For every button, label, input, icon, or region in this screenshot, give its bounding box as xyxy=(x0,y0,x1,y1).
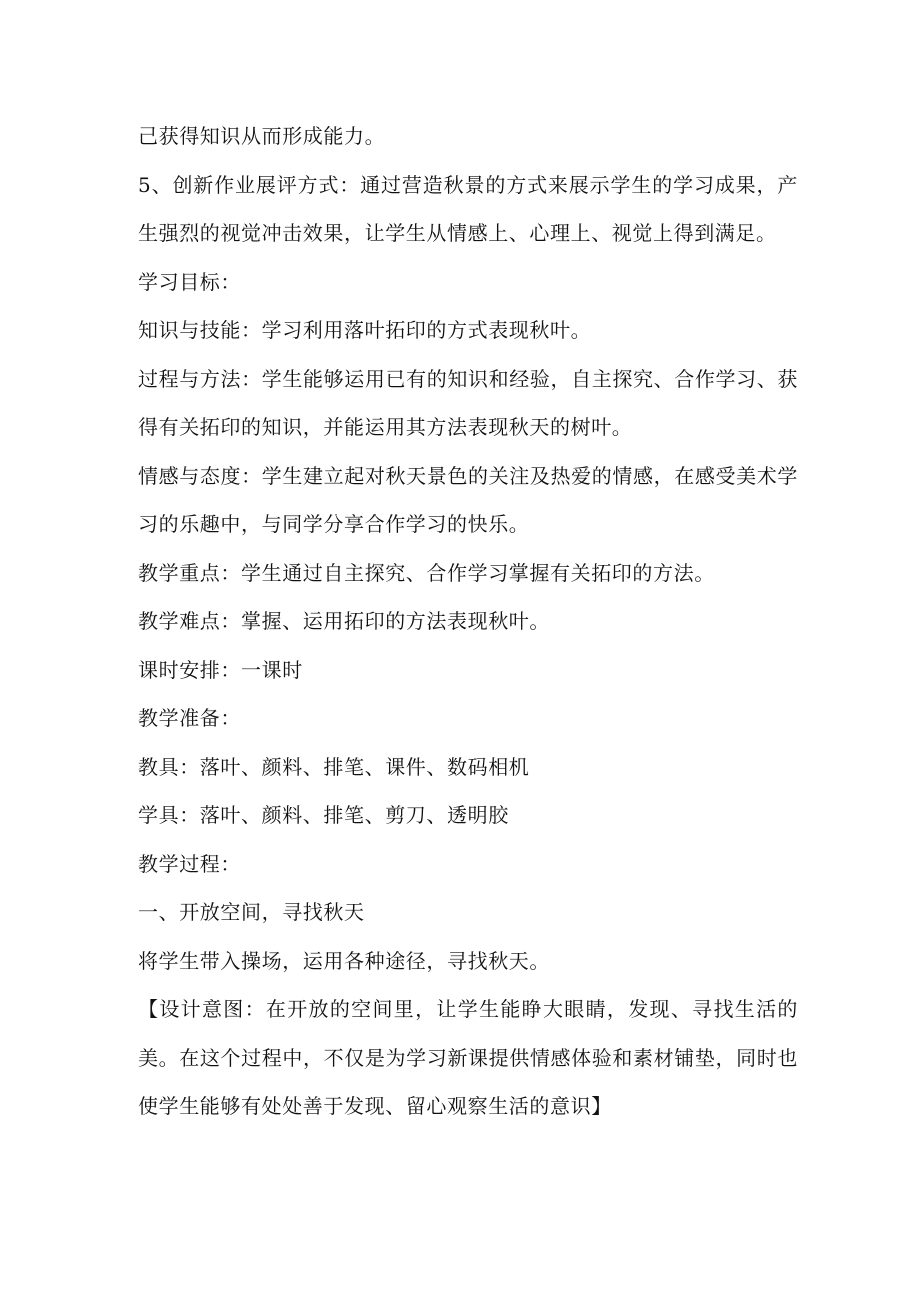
teaching-difficulty: 教学难点：掌握、运用拓印的方法表现秋叶。 xyxy=(138,609,550,633)
heading-teaching-prep: 教学准备： xyxy=(138,706,241,730)
section-one-activity: 将学生带入操场，运用各种途径，寻找秋天。 xyxy=(138,948,550,973)
heading-learning-goals: 学习目标： xyxy=(138,269,241,294)
goal-process-method: 过程与方法：学生能够运用已有的知识和经验，自主探究、合作学习、获得有关拓印的知识，并能运用其方法表现秋天的树叶。 xyxy=(138,366,798,439)
goal-emotion-attitude: 情感与态度：学生建立起对秋天景色的关注及热爱的情感，在感受美术学习的乐趣中，与同学分享合作学习的快乐。 xyxy=(138,463,798,536)
paragraph-homework-display: 5、创新作业展评方式：通过营造秋景的方式来展示学生的学习成果，产生强烈的视觉冲击效果，让学生从情感上、心理上、视觉上得到满足。 xyxy=(138,172,798,245)
student-materials: 学具：落叶、颜料、排笔、剪刀、透明胶 xyxy=(138,803,509,827)
design-intent-note: 【设计意图：在开放的空间里，让学生能睁大眼睛，发现、寻找生活的美。在这个过程中，不仅是为学习新课提供情感体验和素材铺垫，同时也使学生能够有处处善于发现、留心观察生活的意识】 xyxy=(138,997,798,1118)
section-one-title: 一、开放空间，寻找秋天 xyxy=(138,900,365,924)
teaching-key-point: 教学重点：学生通过自主探究、合作学习掌握有关拓印的方法。 xyxy=(138,560,715,585)
paragraph-continuation: 己获得知识从而形成能力。 xyxy=(138,124,386,148)
goal-knowledge-skills: 知识与技能：学习利用落叶拓印的方式表现秋叶。 xyxy=(138,318,592,342)
heading-teaching-process: 教学过程： xyxy=(138,851,241,876)
teacher-materials: 教具：落叶、颜料、排笔、课件、数码相机 xyxy=(138,754,530,779)
document-body xyxy=(138,112,798,1131)
lesson-arrangement: 课时安排：一课时 xyxy=(138,657,303,682)
